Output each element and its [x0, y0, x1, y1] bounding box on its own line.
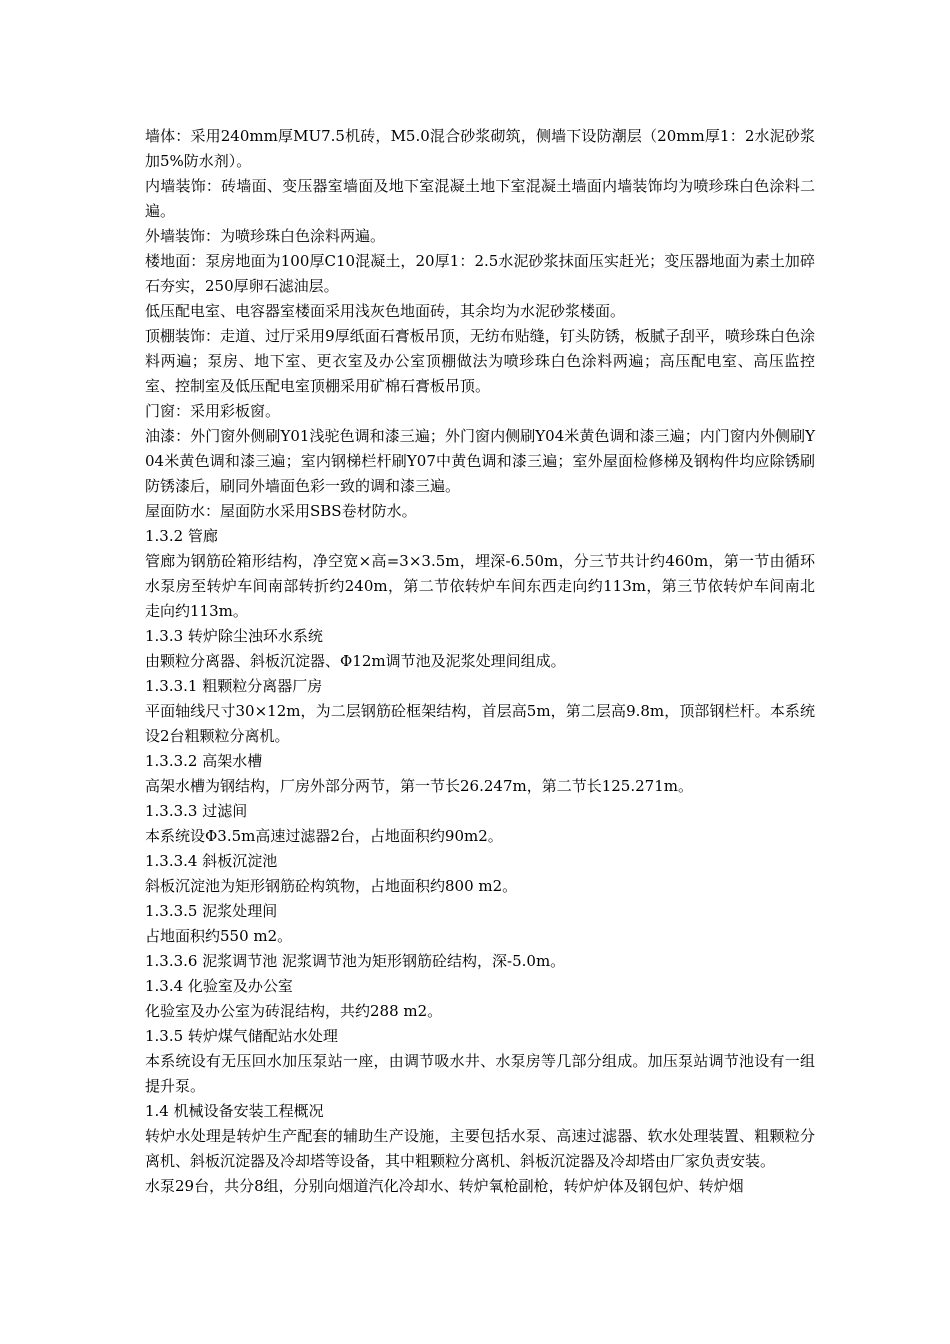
- paragraph-ceiling: 顶棚装饰：走道、过厅采用9厚纸面石膏板吊顶，无纺布贴缝，钉头防锈，板腻子刮平，喷珍珠白色涂料两遍；泵房、地下室、更衣室及办公室顶棚做法为喷珍珠白色涂料两遍；高压配电室、高压监控室、控制室及低压配电室顶棚采用矿棉石膏板吊顶。: [145, 327, 815, 395]
- paragraph-dust-removal: 由颗粒分离器、斜板沉淀器、Φ12m调节池及泥浆处理间组成。: [145, 652, 566, 670]
- paragraph-doors-windows: 门窗：采用彩板窗。: [145, 402, 281, 420]
- heading-1-3-3-3: 1.3.3.3 过滤间: [145, 802, 248, 820]
- heading-1-3-3-5: 1.3.3.5 泥浆处理间: [145, 902, 278, 920]
- paragraph-pumps: 水泵29台，共分8组，分别向烟道汽化冷却水、转炉氧枪副枪，转炉炉体及钢包炉、转炉烟: [145, 1177, 744, 1195]
- paragraph-separator-plant: 平面轴线尺寸30×12m，为二层钢筋砼框架结构，首层高5m，第二层高9.8m，顶部钢栏杆。本系统设2台粗颗粒分离机。: [145, 702, 815, 745]
- heading-1-3-3-4: 1.3.3.4 斜板沉淀池: [145, 852, 278, 870]
- paragraph-gas-station: 本系统设有无压回水加压泵站一座，由调节吸水井、水泵房等几部分组成。加压泵站调节池设有一组提升泵。: [145, 1052, 815, 1095]
- heading-1-3-3-2: 1.3.3.2 高架水槽: [145, 752, 263, 770]
- paragraph-low-voltage-room: 低压配电室、电容器室楼面采用浅灰色地面砖，其余均为水泥砂浆楼面。: [145, 302, 626, 320]
- paragraph-lab-office: 化验室及办公室为砖混结构，共约288 m2。: [145, 1002, 443, 1020]
- paragraph-sludge-tank: 1.3.3.6 泥浆调节池 泥浆调节池为矩形钢筋砼结构，深-5.0m。: [145, 952, 566, 970]
- paragraph-corridor: 管廊为钢筋砼箱形结构，净空宽×高=3×3.5m，埋深-6.50m，分三节共计约460m，第一节由循环水泵房至转炉车间南部转折约240m，第二节依转炉车间东西走向约113m，第三节依转炉车间南北走向约113m。: [145, 552, 815, 620]
- paragraph-equipment-overview: 转炉水处理是转炉生产配套的辅助生产设施，主要包括水泵、高速过滤器、软水处理装置、粗颗粒分离机、斜板沉淀器及冷却塔等设备，其中粗颗粒分离机、斜板沉淀器及冷却塔由厂家负责安装。: [145, 1127, 815, 1170]
- paragraph-paint: 油漆：外门窗外侧刷Y01浅驼色调和漆三遍；外门窗内侧刷Y04米黄色调和漆三遍；内门窗内外侧刷Y04米黄色调和漆三遍；室内钢梯栏杆刷Y07中黄色调和漆三遍；室外屋面检修梯及钢构件均应除锈刷防锈漆后，刷同外墙面色彩一致的调和漆三遍。: [145, 427, 815, 495]
- paragraph-filter-room: 本系统设Φ3.5m高速过滤器2台，占地面积约90m2。: [145, 827, 503, 845]
- paragraph-interior-wall: 内墙装饰：砖墙面、变压器室墙面及地下室混凝土地下室混凝土墙面内墙装饰均为喷珍珠白色涂料二遍。: [145, 177, 815, 220]
- heading-1-3-2: 1.3.2 管廊: [145, 527, 218, 545]
- heading-1-3-4: 1.3.4 化验室及办公室: [145, 977, 293, 995]
- paragraph-floor: 楼地面：泵房地面为100厚C10混凝土，20厚1：2.5水泥砂浆抹面压实赶光；变压器地面为素土加碎石夯实，250厚卵石滤油层。: [145, 252, 815, 295]
- paragraph-sludge-room: 占地面积约550 m2。: [145, 927, 293, 945]
- paragraph-exterior-wall: 外墙装饰：为喷珍珠白色涂料两遍。: [145, 227, 386, 245]
- heading-1-3-3: 1.3.3 转炉除尘浊环水系统: [145, 627, 323, 645]
- heading-1-3-3-1: 1.3.3.1 粗颗粒分离器厂房: [145, 677, 323, 695]
- heading-1-4: 1.4 机械设备安装工程概况: [145, 1102, 324, 1120]
- paragraph-roof-waterproof: 屋面防水：屋面防水采用SBS卷材防水。: [145, 502, 417, 520]
- paragraph-wall: 墙体：采用240mm厚MU7.5机砖，M5.0混合砂浆砌筑，侧墙下设防潮层（20mm厚1：2水泥砂浆加5%防水剂）。: [145, 127, 815, 170]
- paragraph-settling-tank: 斜板沉淀池为矩形钢筋砼构筑物，占地面积约800 m2。: [145, 877, 518, 895]
- heading-1-3-5: 1.3.5 转炉煤气储配站水处理: [145, 1027, 338, 1045]
- paragraph-elevated-tank: 高架水槽为钢结构，厂房外部分两节，第一节长26.247m，第二节长125.271m。: [145, 777, 693, 795]
- document-page: [145, 124, 815, 1199]
